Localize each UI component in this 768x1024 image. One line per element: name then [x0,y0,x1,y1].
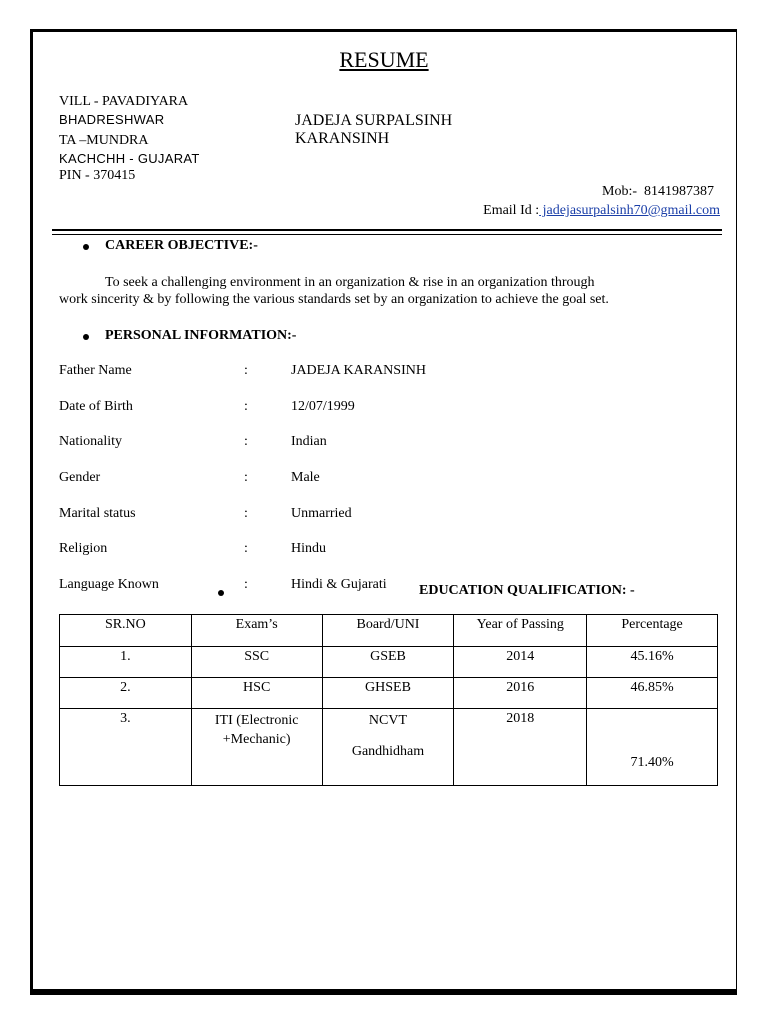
exam-cell: SSC [191,647,322,678]
resume-title: RESUME [339,47,429,72]
board-cell: GHSEB [322,678,454,709]
marital-status-label: Marital status [59,506,136,521]
career-objective-line-2: work sincerity & by following the various standards set by an organization to achieve the goal set. [59,292,609,307]
header-year-of-passing: Year of Passing [454,615,587,647]
bullet-icon [83,334,89,340]
dob-value: 12/07/1999 [291,399,355,414]
sr-no-cell: 2. [60,678,192,709]
career-objective-line-1: To seek a challenging environment in an organization & rise in an organization through [105,275,595,290]
separator-colon: : [244,363,248,378]
mobile-number: 8141987387 [644,184,714,199]
email-line [483,203,720,219]
separator-colon: : [244,434,248,449]
board-cell: GSEB [322,647,454,678]
gender-value: Male [291,470,320,485]
language-known-value: Hindi & Gujarati [291,577,387,592]
mobile-line [602,184,714,200]
year-cell: 2014 [454,647,587,678]
header-divider-thin [52,234,722,235]
father-name-value: JADEJA KARANSINH [291,363,426,378]
dob-label: Date of Birth [59,399,133,414]
separator-colon: : [244,399,248,414]
header-sr-no: SR.NO [60,615,192,647]
marital-status-value: Unmarried [291,506,352,521]
candidate-name-line-1: JADEJA SURPALSINH [295,112,453,129]
separator-colon: : [244,541,248,556]
address-line-town: BHADRESHWAR [59,112,165,127]
nationality-value: Indian [291,434,327,449]
header-divider [52,229,722,231]
exam-cell [191,709,322,786]
percentage-cell: 46.85% [587,678,718,709]
address-line-district: KACHCHH - GUJARAT [59,151,200,166]
percentage-cell: 71.40% [587,709,718,786]
header-percentage: Percentage [587,615,718,647]
table-row [60,678,718,709]
address-line-pin: PIN - 370415 [59,168,136,183]
board-cell-line-2: Gandhidham [351,744,425,759]
page-border [30,29,737,995]
exam-cell: HSC [191,678,322,709]
header-exams: Exam’s [191,615,322,647]
table-row [60,709,718,786]
separator-colon: : [244,577,248,592]
year-cell: 2016 [454,678,587,709]
father-name-label: Father Name [59,363,132,378]
sr-no-cell: 1. [60,647,192,678]
table-header-row [60,615,718,647]
bullet-icon [83,244,89,250]
personal-information-heading: PERSONAL INFORMATION:- [105,328,297,343]
email-label: Email Id : [483,203,540,218]
separator-colon: : [244,506,248,521]
board-cell [322,709,454,786]
mobile-label: Mob:- [602,184,637,199]
address-line-taluka: TA –MUNDRA [59,133,149,148]
sr-no-cell: 3. [60,709,192,786]
religion-value: Hindu [291,541,326,556]
religion-label: Religion [59,541,108,556]
address-line-village: VILL - PAVADIYARA [59,94,189,109]
career-objective-heading: CAREER OBJECTIVE:- [105,238,258,253]
board-cell-line-1: NCVT [368,713,408,728]
nationality-label: Nationality [59,434,122,449]
gender-label: Gender [59,470,101,485]
education-table [59,614,718,786]
header-board: Board/UNI [322,615,454,647]
education-qualification-heading: EDUCATION QUALIFICATION: - [419,583,635,598]
percentage-cell: 45.16% [587,647,718,678]
candidate-name-line-2: KARANSINH [295,130,390,147]
year-cell: 2018 [454,709,587,786]
table-row [60,647,718,678]
separator-colon: : [244,470,248,485]
exam-cell-line-1: ITI (Electronic [214,713,299,728]
language-known-label: Language Known [59,577,159,592]
bullet-icon [218,590,224,596]
email-link[interactable]: jadejasurpalsinh70@gmail.com [539,203,720,218]
exam-cell-line-2: +Mechanic) [222,732,291,747]
